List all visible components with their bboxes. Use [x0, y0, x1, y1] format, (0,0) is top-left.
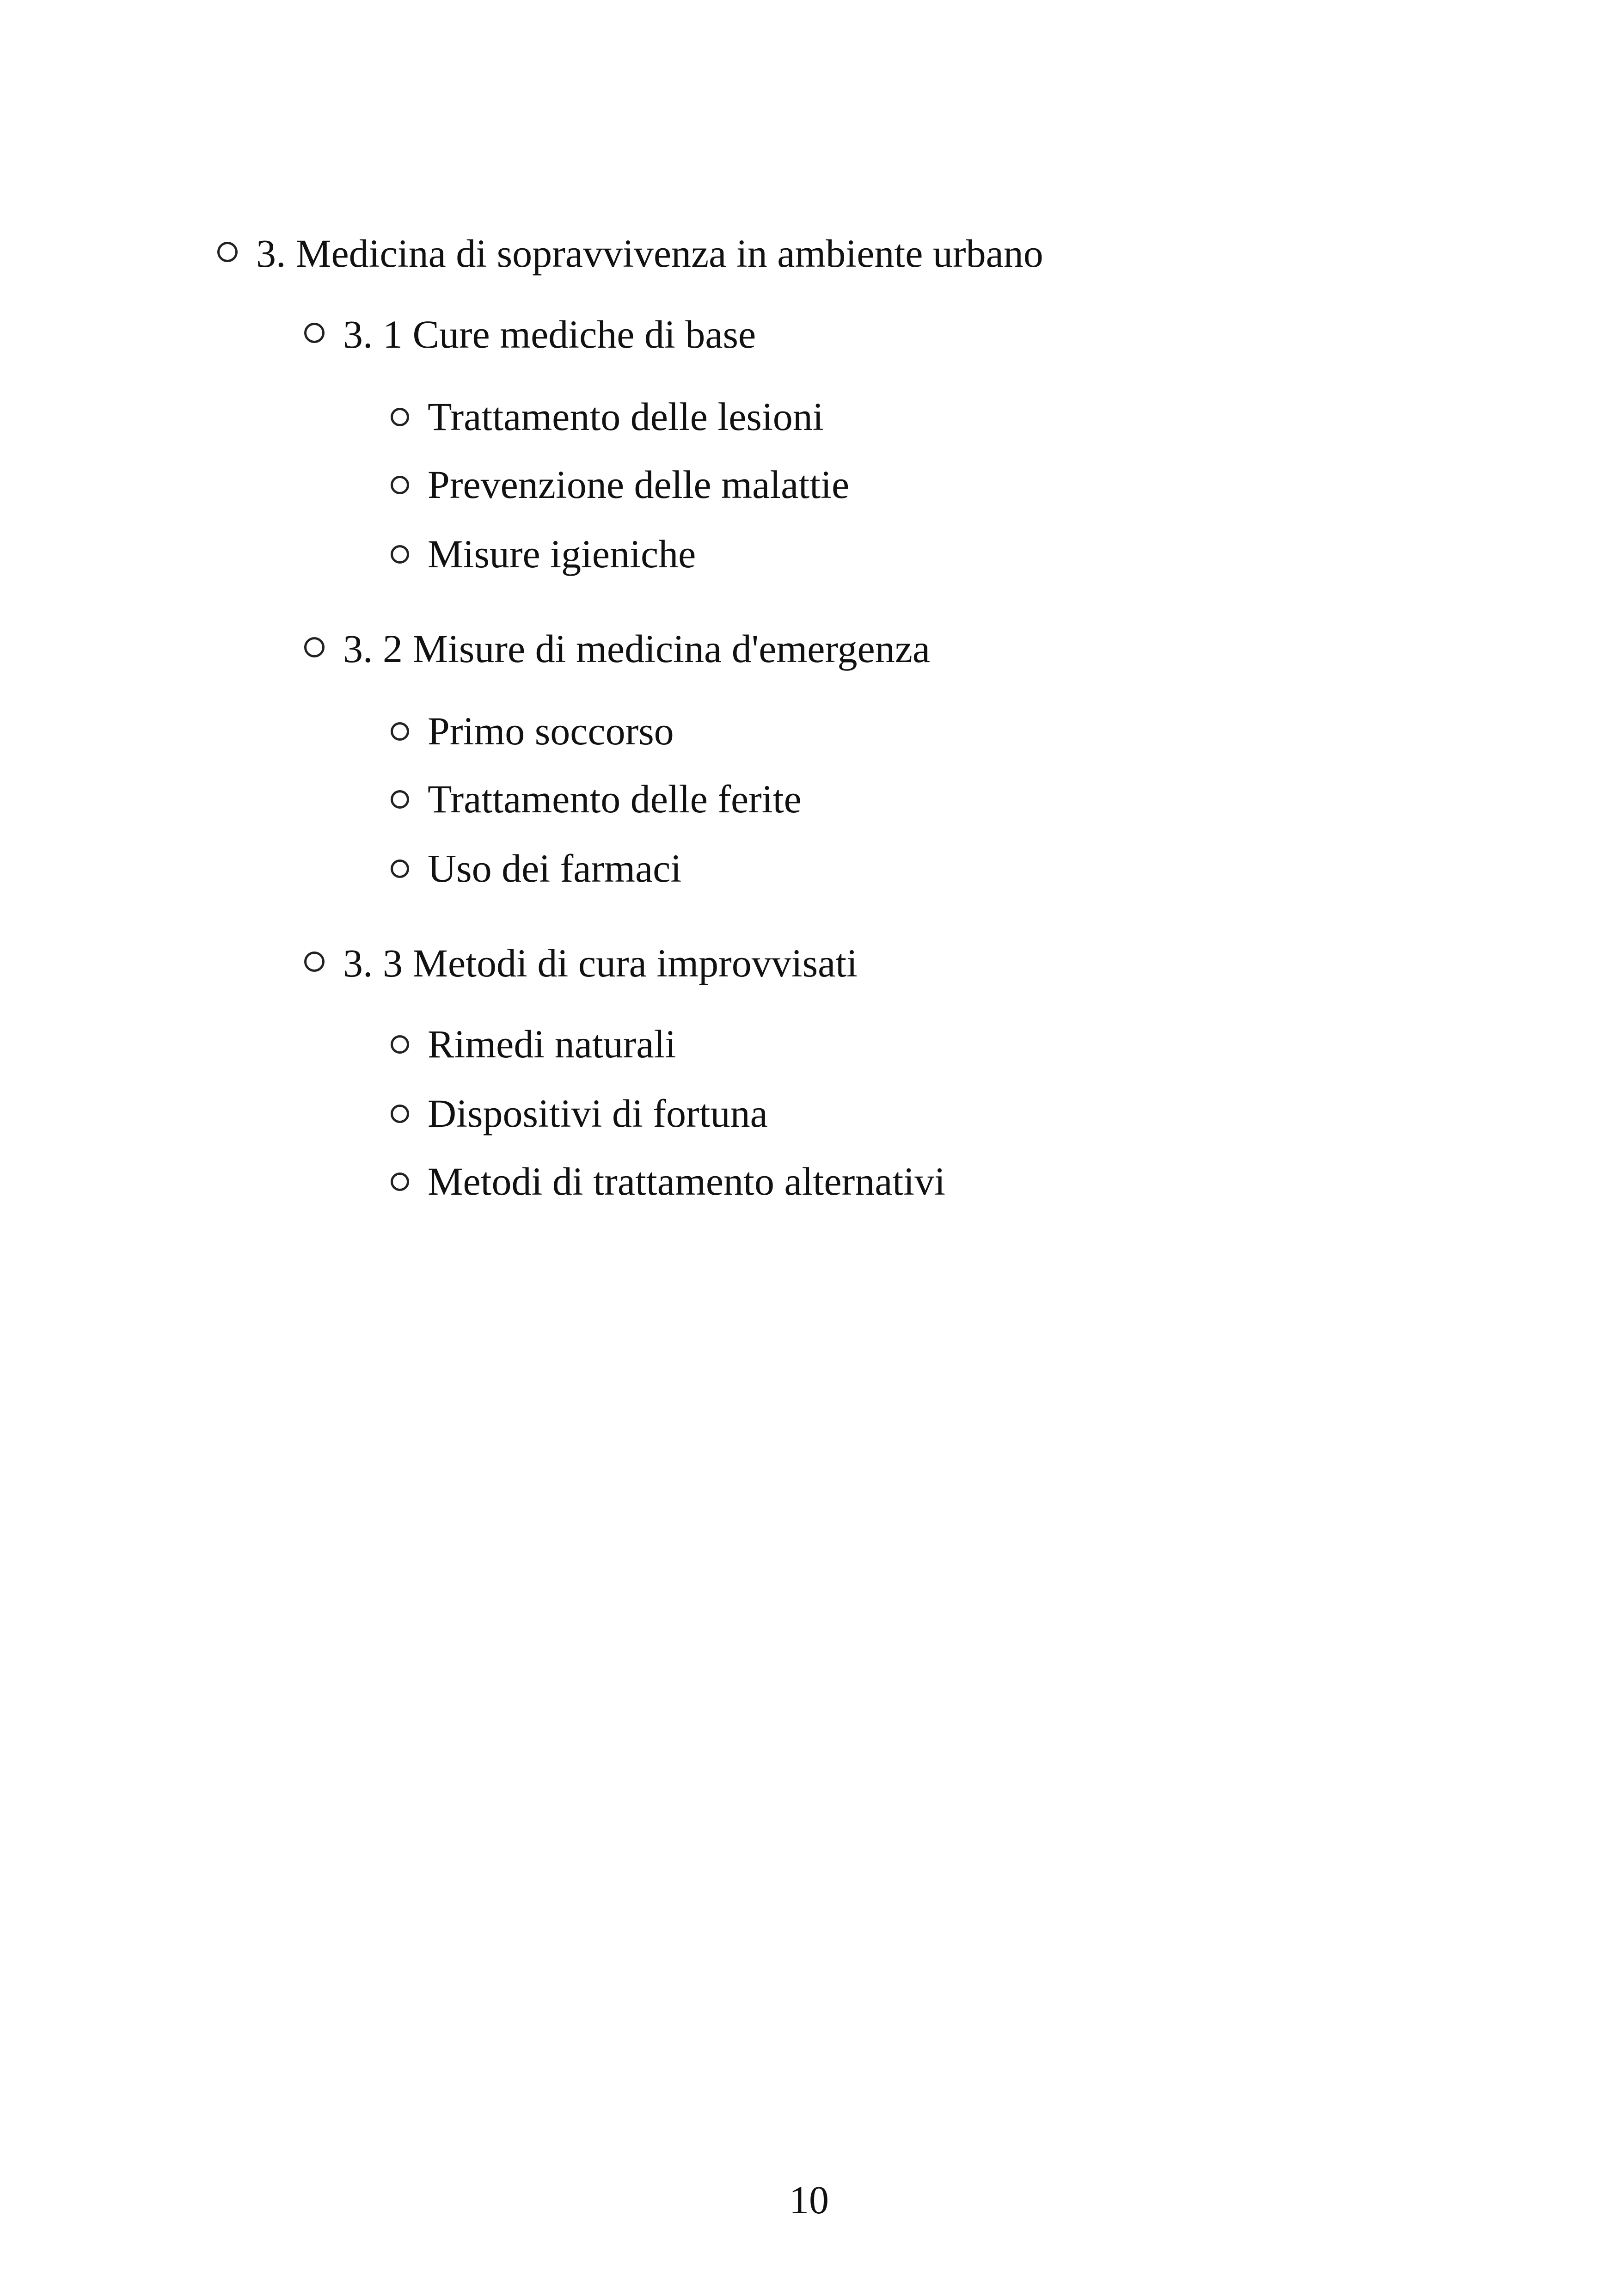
outline-subsection — [304, 943, 858, 983]
hollow-circle-bullet-icon — [217, 242, 238, 262]
outline-section — [217, 231, 1043, 276]
hollow-circle-bullet-icon — [391, 722, 409, 741]
hollow-circle-bullet-icon — [391, 476, 409, 494]
outline-item-label: Uso dei farmaci — [428, 846, 682, 890]
hollow-circle-bullet-icon — [391, 1105, 409, 1123]
outline-item-label: Misure igieniche — [428, 532, 696, 576]
hollow-circle-bullet-icon — [391, 545, 409, 564]
outline-item-label: Dispositivi di fortuna — [428, 1091, 768, 1136]
outline-item-label: Trattamento delle ferite — [428, 777, 802, 821]
hollow-circle-bullet-icon — [304, 323, 325, 343]
subsection-title: 3. 2 Misure di medicina d'emergenza — [343, 626, 931, 671]
hollow-circle-bullet-icon — [304, 952, 325, 972]
outline-item-label: Metodi di trattamento alternativi — [428, 1159, 946, 1203]
outline-item-label: Primo soccorso — [428, 709, 674, 753]
hollow-circle-bullet-icon — [391, 408, 409, 426]
outline-subsection — [304, 314, 756, 354]
section-title: 3. Medicina di sopravvivenza in ambiente urbano — [256, 231, 1043, 276]
subsection-title: 3. 3 Metodi di cura improvvisati — [343, 941, 858, 985]
outline-item — [391, 1091, 768, 1136]
outline-item — [391, 462, 850, 507]
hollow-circle-bullet-icon — [391, 790, 409, 809]
hollow-circle-bullet-icon — [391, 1173, 409, 1191]
hollow-circle-bullet-icon — [391, 1035, 409, 1054]
page-number: 10 — [789, 2178, 829, 2222]
outline-item — [391, 534, 696, 574]
outline-subsection — [304, 626, 931, 671]
outline-item — [391, 1161, 945, 1201]
outline-item-label: Prevenzione delle malattie — [428, 462, 850, 507]
outline-item — [391, 394, 824, 439]
outline-item — [391, 1024, 676, 1064]
outline-item — [391, 711, 674, 751]
hollow-circle-bullet-icon — [304, 637, 325, 657]
outline-item-label: Rimedi naturali — [428, 1022, 676, 1066]
outline-item — [391, 848, 681, 888]
subsection-title: 3. 1 Cure mediche di base — [343, 312, 756, 356]
outline-item — [391, 779, 802, 819]
hollow-circle-bullet-icon — [391, 859, 409, 878]
outline-item-label: Trattamento delle lesioni — [428, 394, 824, 439]
